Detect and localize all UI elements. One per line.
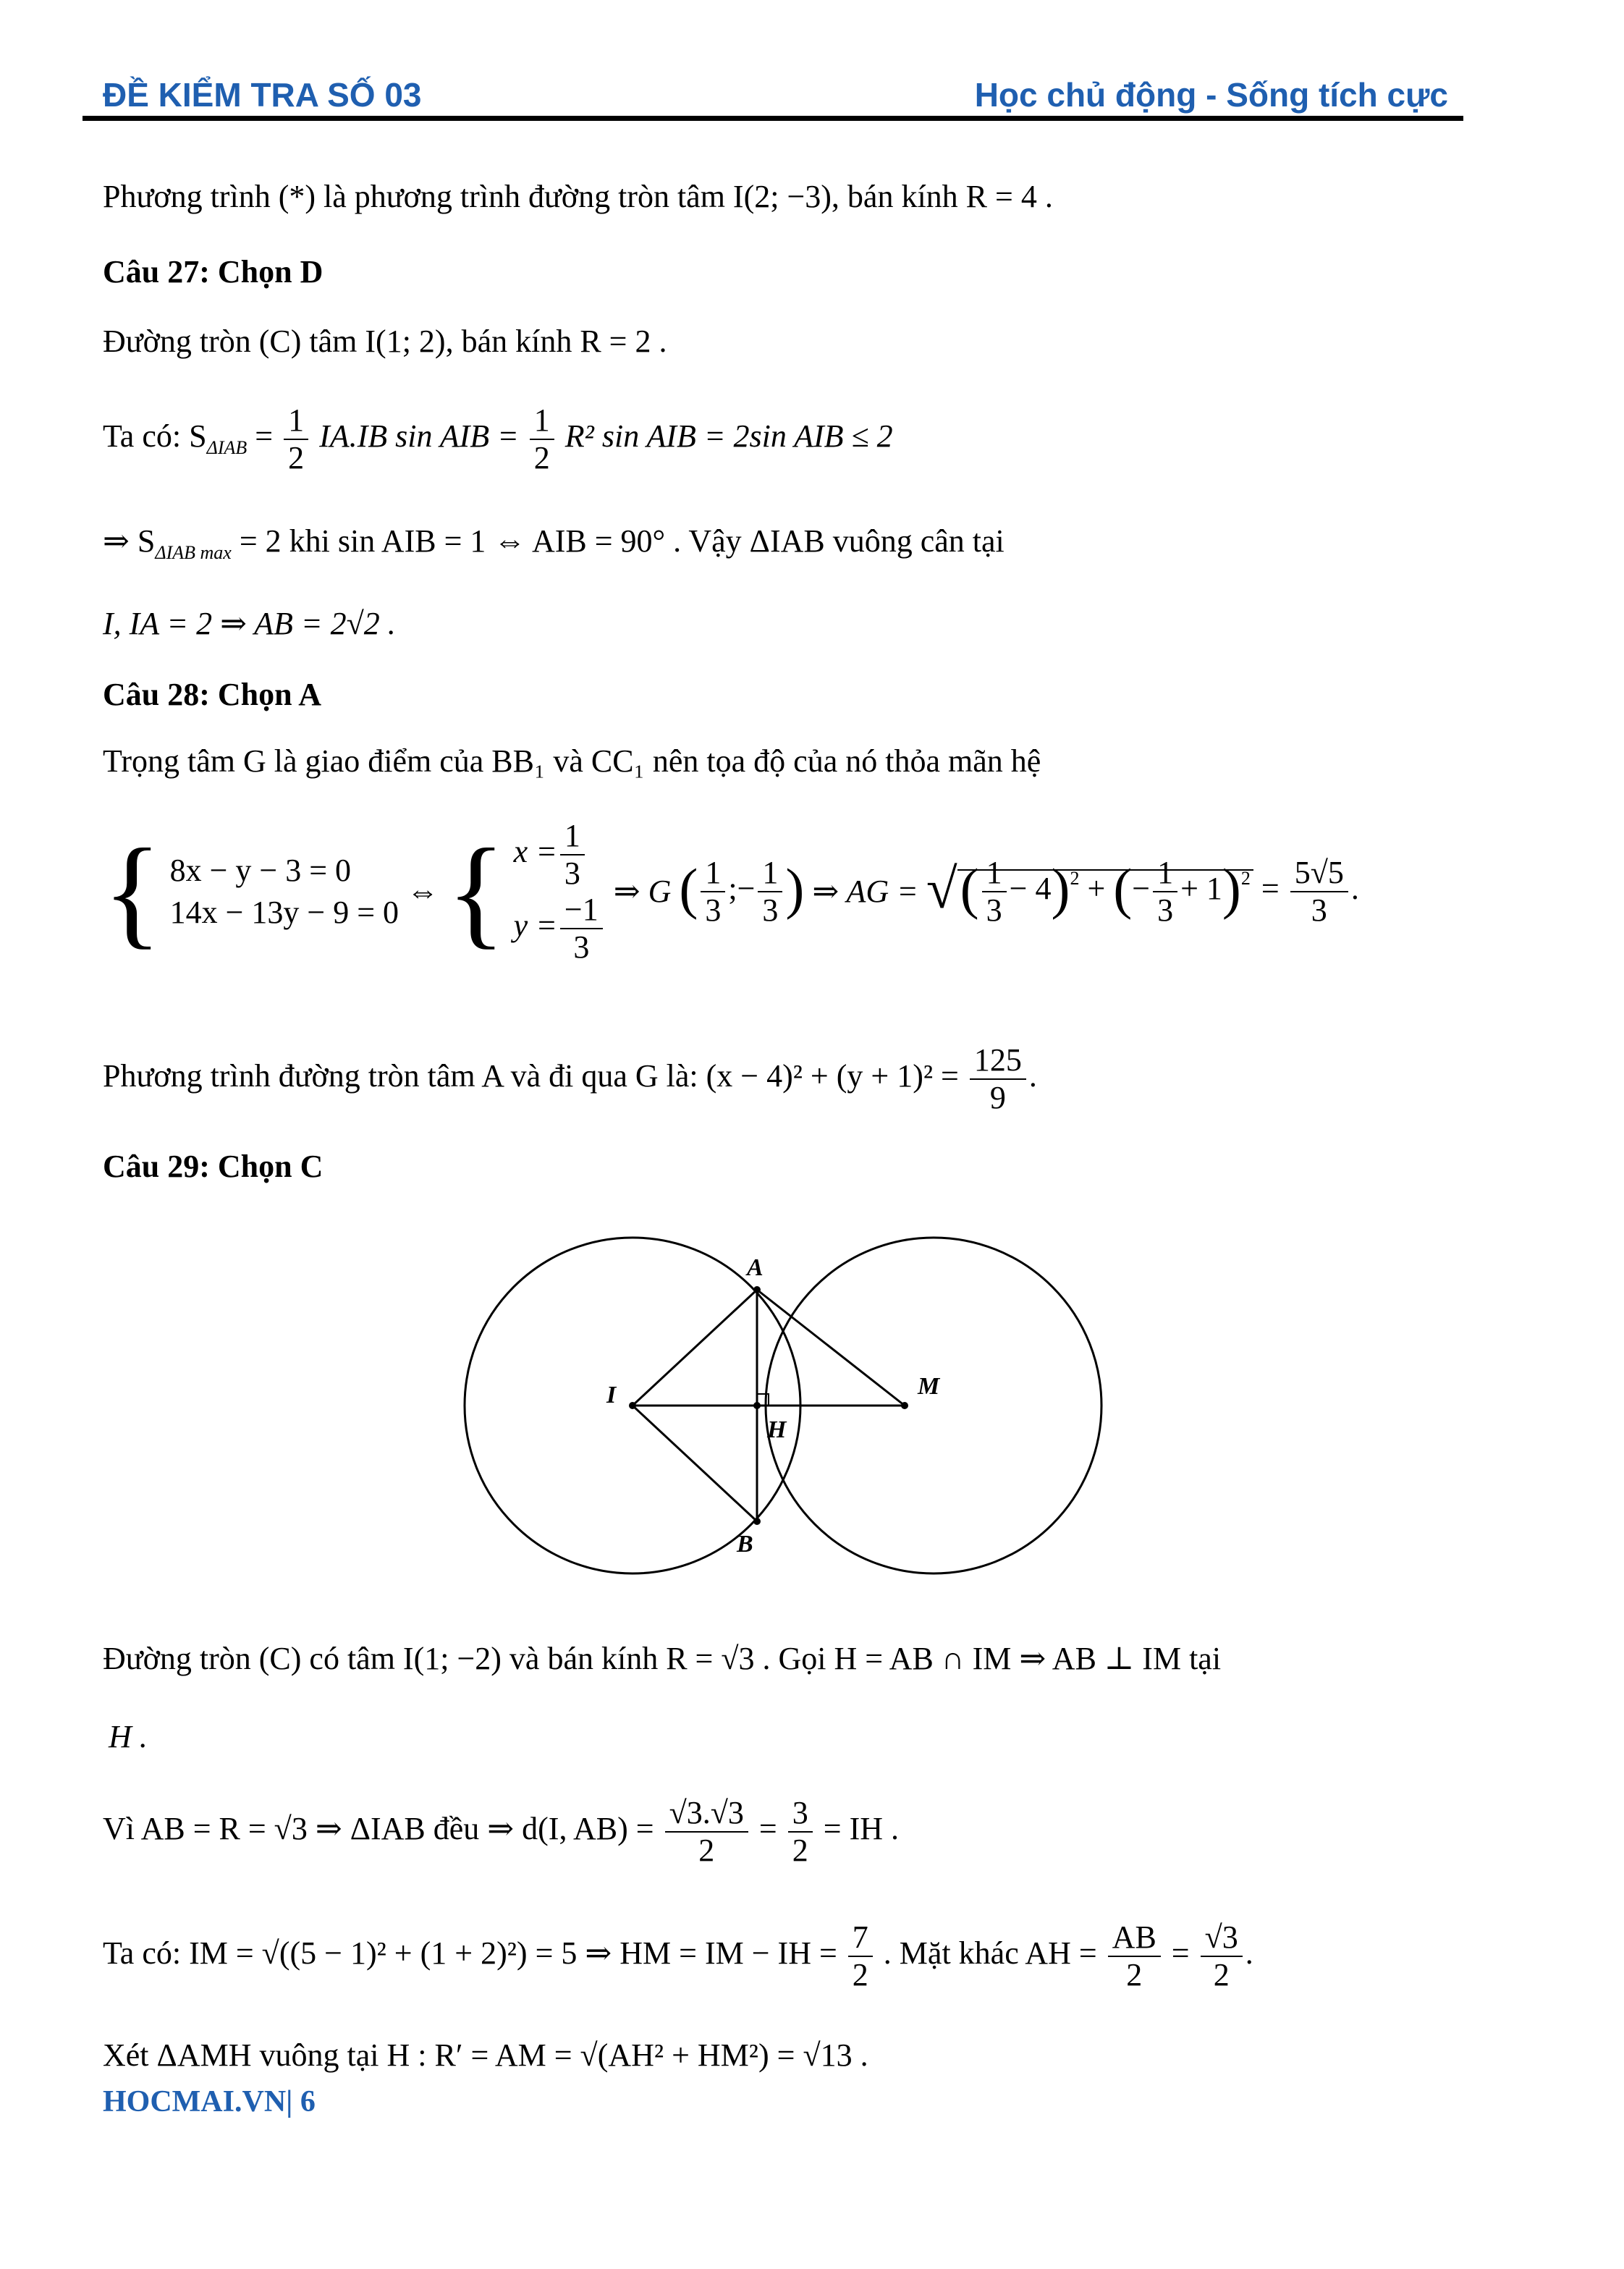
- line-area-formula: Ta có: $S_{\Delta IAB}$ = $\frac{1}{2}$ IA.IB sin AIB = $\frac{1}{2}$ R² sin AIB = 2sin AIB ≤ 2: [103, 402, 893, 476]
- line-circle-equation: Phương trình (*) là phương trình đường tròn tâm I(2; −3), bán kính R = 4 .: [103, 179, 1053, 214]
- header-rule: [83, 116, 1463, 121]
- question-27-heading: Câu 27: Chọn D: [103, 254, 323, 290]
- segment-ia: [633, 1290, 757, 1406]
- header-slogan: Học chủ động - Sống tích cực: [974, 76, 1448, 114]
- question-28-heading: Câu 28: Chọn A: [103, 677, 321, 712]
- segment-am: [757, 1290, 905, 1406]
- line-im-hm: Ta có: IM = √((5 − 1)² + (1 + 2)²) = 5 ⇒ HM = IM − IH = $\frac{7}{2}$ . Mặt khác AH = $\frac{AB}{2}$ = $\frac{√3}{2}$ .: [103, 1919, 1253, 1993]
- equation-system: { 8x − y − 3 = 0 14x − 13y − 9 = 0 ⇔ { x = $\frac{1}{3}$ y = $\frac{-1}{3}$ ⇒ G ( $\frac{1}{3}$ ;− $\frac{1}{3}$ ) ⇒ AG = √( $\frac{1}{3}$ − 4)$^2$ + (− $\frac{1}{3}$ + 1)$^2$ = $\frac{5√5}{3}$ .: [103, 818, 1359, 965]
- system-left: 8x − y − 3 = 0 14x − 13y − 9 = 0: [169, 853, 399, 930]
- system-solution: x = $\frac{1}{3}$ y = $\frac{-1}{3}$: [514, 818, 606, 966]
- line-point-h: H .: [109, 1719, 148, 1754]
- fraction-half-2: $\frac{1}{2}$: [530, 402, 554, 476]
- point-a: [753, 1286, 761, 1293]
- label-a: A: [747, 1254, 764, 1281]
- header-title: ĐỀ KIỂM TRA SỐ 03: [103, 76, 422, 114]
- point-m: [901, 1402, 908, 1409]
- line-area-max: ⇒ $S_{\Delta IAB max} = 2$ khi sin AIB = 1 ⇔ AIB = 90° . Vậy ΔIAB vuông cân tại: [103, 523, 1005, 563]
- segment-ib: [633, 1406, 757, 1521]
- line-circle-c-29: Đường tròn (C) có tâm I(1; −2) và bán kính R = √3 . Gọi H = AB ∩ IM ⇒ AB ⊥ IM tại: [103, 1641, 1222, 1676]
- point-h: [753, 1402, 761, 1409]
- line-ab-result: I, IA = 2 ⇒ AB = 2√2 .: [103, 606, 396, 641]
- footer-page-number: HOCMAI.VN| 6: [103, 2085, 316, 2118]
- line-circle-through-g: Phương trình đường tròn tâm A và đi qua G là: (x − 4)² + (y + 1)² = $\frac{125}{9}$ .: [103, 1042, 1037, 1115]
- label-h: H: [767, 1416, 787, 1443]
- point-i: [629, 1402, 636, 1409]
- line-centroid: Trọng tâm G là giao điểm của BB₁ và CC₁ nên tọa độ của nó thỏa mãn hệ: [103, 743, 1041, 779]
- line-distance-ih: Vì AB = R = √3 ⇒ ΔIAB đều ⇒ d(I, AB) = $\frac{√3.√3}{2}$ = $\frac{3}{2}$ = IH .: [103, 1795, 899, 1868]
- two-circles-figure: [434, 1216, 1115, 1592]
- fraction-half: $\frac{1}{2}$: [284, 402, 308, 476]
- label-i: I: [606, 1382, 617, 1408]
- point-b: [753, 1518, 761, 1525]
- result-ag: $\frac{5√5}{3}$: [1290, 855, 1348, 929]
- line-circle-c: Đường tròn (C) tâm I(1; 2), bán kính R = 2 .: [103, 324, 667, 359]
- line-radius-am: Xét ΔAMH vuông tại H : R′ = AM = √(AH² + HM²) = √13 .: [103, 2037, 868, 2073]
- label-m: M: [918, 1373, 940, 1400]
- ag-radicand: ( $\frac{1}{3}$ − 4)$^2$ + (− $\frac{1}{3}$ + 1)$^2$: [957, 869, 1253, 906]
- question-29-heading: Câu 29: Chọn C: [103, 1149, 323, 1184]
- label-b: B: [737, 1531, 753, 1558]
